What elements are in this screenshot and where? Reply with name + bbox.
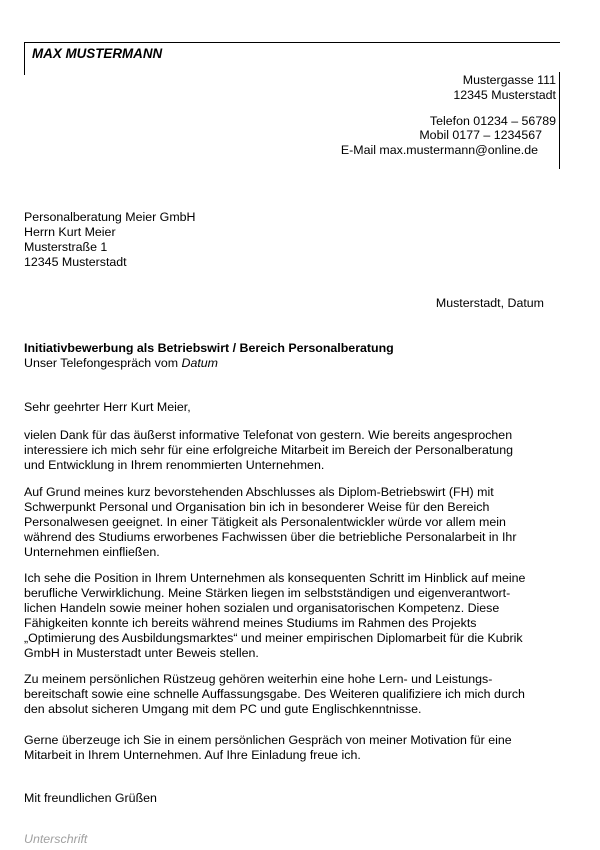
paragraph-line: GmbH in Musterstadt unter Beweis stellen.: [24, 646, 259, 660]
subject-title: Initiativbewerbung als Betriebswirt / Bereich Personalberatung: [24, 341, 394, 355]
paragraph-line: interessiere ich mich sehr für eine erfolgreiche Mitarbeit im Bereich der Personalberatung: [24, 443, 513, 457]
recipient-city: 12345 Musterstadt: [24, 255, 127, 269]
body-paragraph-4: [24, 672, 554, 717]
salutation: Sehr geehrter Herr Kurt Meier,: [24, 400, 191, 414]
body-paragraph-2: [24, 485, 554, 560]
sender-street: Mustergasse 111: [462, 73, 556, 87]
paragraph-line: Fähigkeiten konnte ich bereits während meines Studiums im Rahmen des Projekts: [24, 616, 477, 630]
subject-reference-prefix: Unser Telefongespräch vom: [24, 356, 182, 370]
subject-block: [24, 341, 394, 371]
paragraph-line: berufliche Verwirklichung. Meine Stärken liegen im selbstständigen und eigenverantwort-: [24, 586, 511, 600]
paragraph-line: den absolut sicheren Umgang mit dem PC und gute Englischkenntnisse.: [24, 702, 422, 716]
sender-city: 12345 Musterstadt: [453, 88, 556, 102]
paragraph-line: vielen Dank für das äußerst informative Telefonat von gestern. Wie bereits angesprochen: [24, 428, 513, 442]
sender-name: MAX MUSTERMANN: [32, 46, 163, 61]
paragraph-line: Unternehmen einfließen.: [24, 545, 160, 559]
body-paragraph-5: [24, 733, 554, 763]
paragraph-line: Mitarbeit in Ihrem Unternehmen. Auf Ihre Einladung freue ich.: [24, 748, 361, 762]
subject-reference: [24, 356, 394, 371]
subject-reference-date: Datum: [181, 356, 218, 370]
paragraph-line: „Optimierung des Ausbildungsmarktes“ und meiner empirischen Diplomarbeit für die Kubrik: [24, 631, 523, 645]
paragraph-line: Gerne überzeuge ich Sie in einem persönlichen Gespräch von meiner Motivation für eine: [24, 733, 512, 747]
closing: Mit freundlichen Grüßen: [24, 791, 157, 805]
recipient-person: Herrn Kurt Meier: [24, 225, 116, 239]
paragraph-line: Auf Grund meines kurz bevorstehenden Abschlusses als Diplom-Betriebswirt (FH) mit: [24, 485, 494, 499]
body-paragraph-1: [24, 428, 554, 473]
letterhead-right-rule: [559, 72, 560, 169]
signature-placeholder: Unterschrift: [24, 832, 88, 846]
paragraph-line: Ich sehe die Position in Ihrem Unternehmen als konsequenten Schritt im Hinblick auf meine: [24, 571, 526, 585]
paragraph-line: und Entwicklung in Ihrem renommierten Unternehmen.: [24, 458, 325, 472]
paragraph-line: bereitschaft sowie eine schnelle Auffassungsgabe. Des Weiteren qualifiziere ich mich durch: [24, 687, 525, 701]
sender-phone: Telefon 01234 – 56789: [429, 114, 556, 128]
sender-mobile: Mobil 0177 – 1234567: [419, 128, 542, 142]
paragraph-line: Schwerpunkt Personal und Organisation bin ich in besonderer Weise für den Bereich: [24, 500, 490, 514]
recipient-address: [24, 210, 196, 270]
recipient-company: Personalberatung Meier GmbH: [24, 210, 196, 224]
paragraph-line: während des Studiums erworbenes Fachwissen über die betriebliche Personalarbeit in Ihr: [24, 530, 517, 544]
recipient-street: Musterstraße 1: [24, 240, 108, 254]
sender-email: E-Mail max.mustermann@online.de: [340, 143, 538, 157]
paragraph-line: Zu meinem persönlichen Rüstzeug gehören weiterhin eine hohe Lern- und Leistungs-: [24, 672, 493, 686]
body-paragraph-3: [24, 571, 554, 661]
paragraph-line: lichen Handeln sowie meiner hohen sozialen und organisatorischen Kompetenz. Diese: [24, 601, 500, 615]
paragraph-line: Personalwesen geeignet. In einer Tätigkeit als Personalentwickler würde vor allem mein: [24, 515, 506, 529]
place-date: Musterstadt, Datum: [435, 296, 544, 310]
